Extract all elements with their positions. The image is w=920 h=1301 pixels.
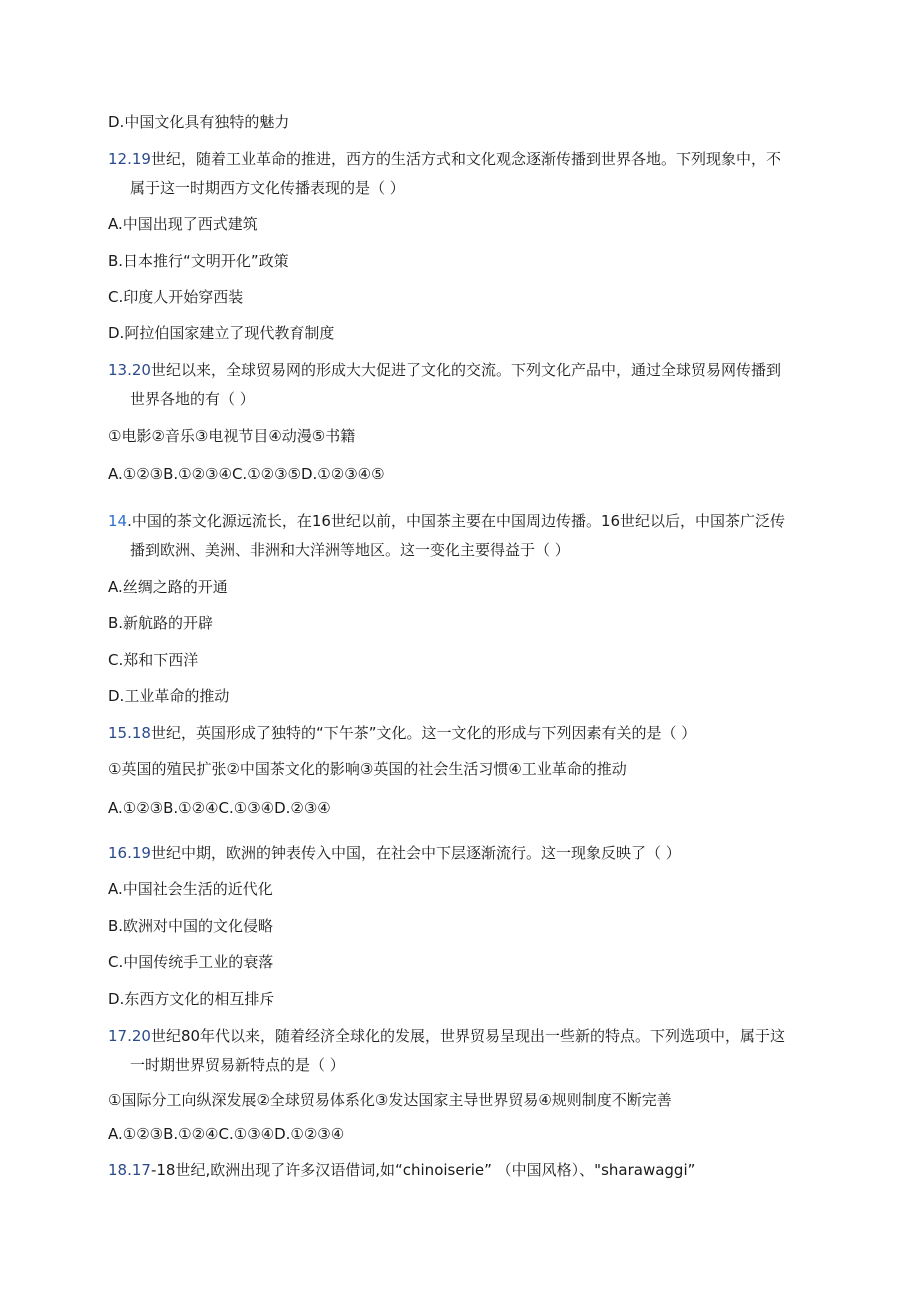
question-stem-text: 世纪，随着工业革命的推进，西方的生活方式和文化观念逐渐传播到世界各地。下列现象中，不 <box>150 150 781 168</box>
question-number: 14 <box>108 512 128 530</box>
question-number: 15.18 <box>108 724 151 742</box>
question-17-stem <box>108 1026 785 1046</box>
question-18-stem <box>108 1160 695 1180</box>
question-16-option-d: D.东西方文化的相互排斥 <box>108 990 275 1008</box>
question-14-stem <box>108 511 785 531</box>
question-stem-text: -18世纪,欧洲出现了许多汉语借词,如“chinoiserie” （中国风格）、"sharawaggi” <box>150 1161 696 1179</box>
question-15-items: ①英国的殖民扩张②中国茶文化的影响③英国的社会生活习惯④工业革命的推动 <box>108 760 627 778</box>
question-16-option-a: A.中国社会生活的近代化 <box>108 880 273 898</box>
question-stem-text: 世纪，英国形成了独特的“下午茶”文化。这一文化的形成与下列因素有关的是（ ） <box>150 724 697 742</box>
question-17-items: ①国际分工向纵深发展②全球贸易体系化③发达国家主导世界贸易④规则制度不断完善 <box>108 1091 672 1109</box>
question-stem-text: 世纪以来，全球贸易网的形成大大促进了文化的交流。下列文化产品中，通过全球贸易网传播到 <box>150 361 781 379</box>
question-12-stem-cont: 属于这一时期西方文化传播表现的是（ ） <box>130 179 405 197</box>
question-16-stem <box>108 843 681 863</box>
question-12-option-d: D.阿拉伯国家建立了现代教育制度 <box>108 324 335 342</box>
question-14-stem-cont: 播到欧洲、美洲、非洲和大洋洲等地区。这一变化主要得益于（ ） <box>130 541 570 559</box>
question-stem-text: 世纪中期，欧洲的钟表传入中国，在社会中下层逐渐流行。这一现象反映了（ ） <box>150 844 681 862</box>
question-13-items: ①电影②音乐③电视节目④动漫⑤书籍 <box>108 427 356 445</box>
question-number: 17.20 <box>108 1027 151 1045</box>
question-16-option-c: C.中国传统手工业的衰落 <box>108 953 274 971</box>
question-stem-text: 中国的茶文化源远流长，在16世纪以前，中国茶主要在中国周边传播。16世纪以后，中国茶广泛传 <box>131 512 786 530</box>
question-12-option-b: B.日本推行“文明开化”政策 <box>108 252 289 270</box>
question-15-options: A.①②③B.①②④C.①③④D.②③④ <box>108 799 331 817</box>
question-14-option-c: C.郑和下西洋 <box>108 651 199 669</box>
question-12-option-c: C.印度人开始穿西装 <box>108 288 244 306</box>
question-14-option-a: A.丝绸之路的开通 <box>108 578 228 596</box>
question-17-options: A.①②③B.①②④C.①③④D.①②③④ <box>108 1125 345 1143</box>
question-15-stem <box>108 723 696 743</box>
question-12-option-a: A.中国出现了西式建筑 <box>108 215 258 233</box>
question-13-options: A.①②③B.①②③④C.①②③⑤D.①②③④⑤ <box>108 465 385 483</box>
question-13-stem <box>108 360 781 380</box>
question-number: 13.20 <box>108 361 151 379</box>
question-14-option-d: D.工业革命的推动 <box>108 687 230 705</box>
prev-question-option-d: D.中国文化具有独特的魅力 <box>108 113 290 131</box>
question-14-option-b: B.新航路的开辟 <box>108 614 214 632</box>
question-17-stem-cont: 一时期世界贸易新特点的是（ ） <box>130 1056 345 1074</box>
question-12-stem <box>108 149 781 169</box>
question-16-option-b: B.欧洲对中国的文化侵略 <box>108 917 274 935</box>
question-number: 16.19 <box>108 844 151 862</box>
question-number-suffix: . <box>127 512 132 530</box>
question-number: 12.19 <box>108 150 151 168</box>
question-13-stem-cont: 世界各地的有（ ） <box>130 390 255 408</box>
question-number: 18.17 <box>108 1161 151 1179</box>
question-stem-text: 世纪80年代以来，随着经济全球化的发展，世界贸易呈现出一些新的特点。下列选项中，属于这 <box>150 1027 786 1045</box>
